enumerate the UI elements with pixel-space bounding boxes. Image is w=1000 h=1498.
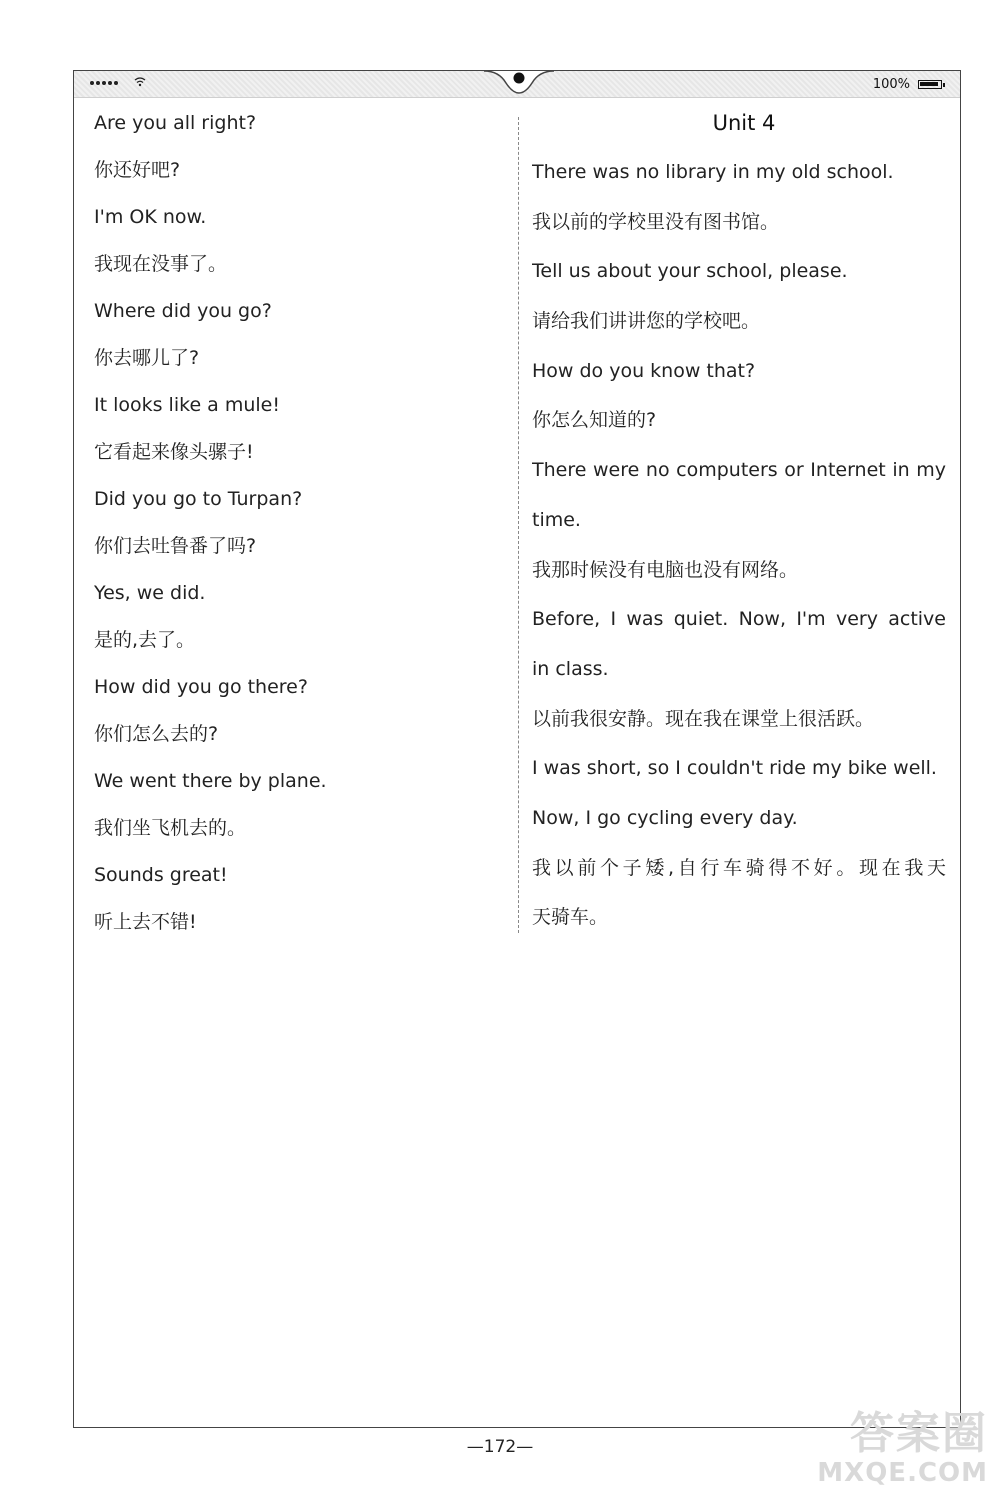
text-line: time. [532,508,581,531]
text-line: 我以前个子矮,自行车骑得不好。现在我天 [532,856,946,879]
column-divider [518,117,519,933]
text-line: Where did you go? [94,300,272,322]
text-line: How did you go there? [94,676,308,698]
page-number: —172— [466,1437,534,1457]
text-line: Are you all right? [94,112,257,134]
battery-percentage: 100% [872,77,910,92]
text-line: Yes, we did. [94,582,206,604]
text-line: 我现在没事了。 [94,253,228,275]
text-line: We went there by plane. [94,770,327,792]
watermark-text: MXQE.COM [817,1458,988,1488]
device-frame [73,70,961,1428]
text-line: 你们去吐鲁番了吗? [94,535,257,557]
text-line: 我那时候没有电脑也没有网络。 [532,558,799,581]
left-column [94,111,494,957]
text-line: Tell us about your school, please. [532,260,848,283]
text-line: 你们怎么去的? [94,723,219,745]
text-line: I was short, so I couldn't ride my bike well. [532,757,937,780]
text-line: Did you go to Turpan? [94,488,303,510]
text-line: Now, I go cycling every day. [532,806,798,829]
text-line: How do you know that? [532,359,756,382]
text-line: 请给我们讲讲您的学校吧。 [532,310,761,333]
text-line: 听上去不错! [94,911,197,933]
camera-notch-icon [484,69,554,99]
text-line: 以前我很安静。现在我在课堂上很活跃。 [532,707,875,730]
right-column [532,111,946,955]
text-line: It looks like a mule! [94,394,280,416]
battery-icon [918,80,942,89]
text-line: 它看起来像头骡子! [94,441,254,463]
wifi-icon [134,77,146,90]
signal-dots-icon [90,81,118,85]
text-line: I'm OK now. [94,206,207,228]
text-line: There was no library in my old school. [532,161,894,183]
text-line: 你还好吧? [94,159,181,181]
text-line: 你去哪儿了? [94,347,200,369]
watermark [778,1410,988,1490]
text-line: Before, I was quiet. Now, I'm very active [532,608,946,631]
text-line: in class. [532,657,609,680]
watermark-logo: 答案圈 [850,1408,988,1459]
unit-title: Unit 4 [712,111,776,135]
status-bar [74,71,960,98]
text-line: 是的,去了。 [94,629,196,651]
text-line: 天骑车。 [532,906,609,929]
text-line: 我以前的学校里没有图书馆。 [532,210,780,233]
text-line: 我们坐飞机去的。 [94,817,247,839]
text-line: Sounds great! [94,864,228,886]
text-line: 你怎么知道的? [532,409,657,432]
text-line: There were no computers or Internet in my [532,459,946,482]
